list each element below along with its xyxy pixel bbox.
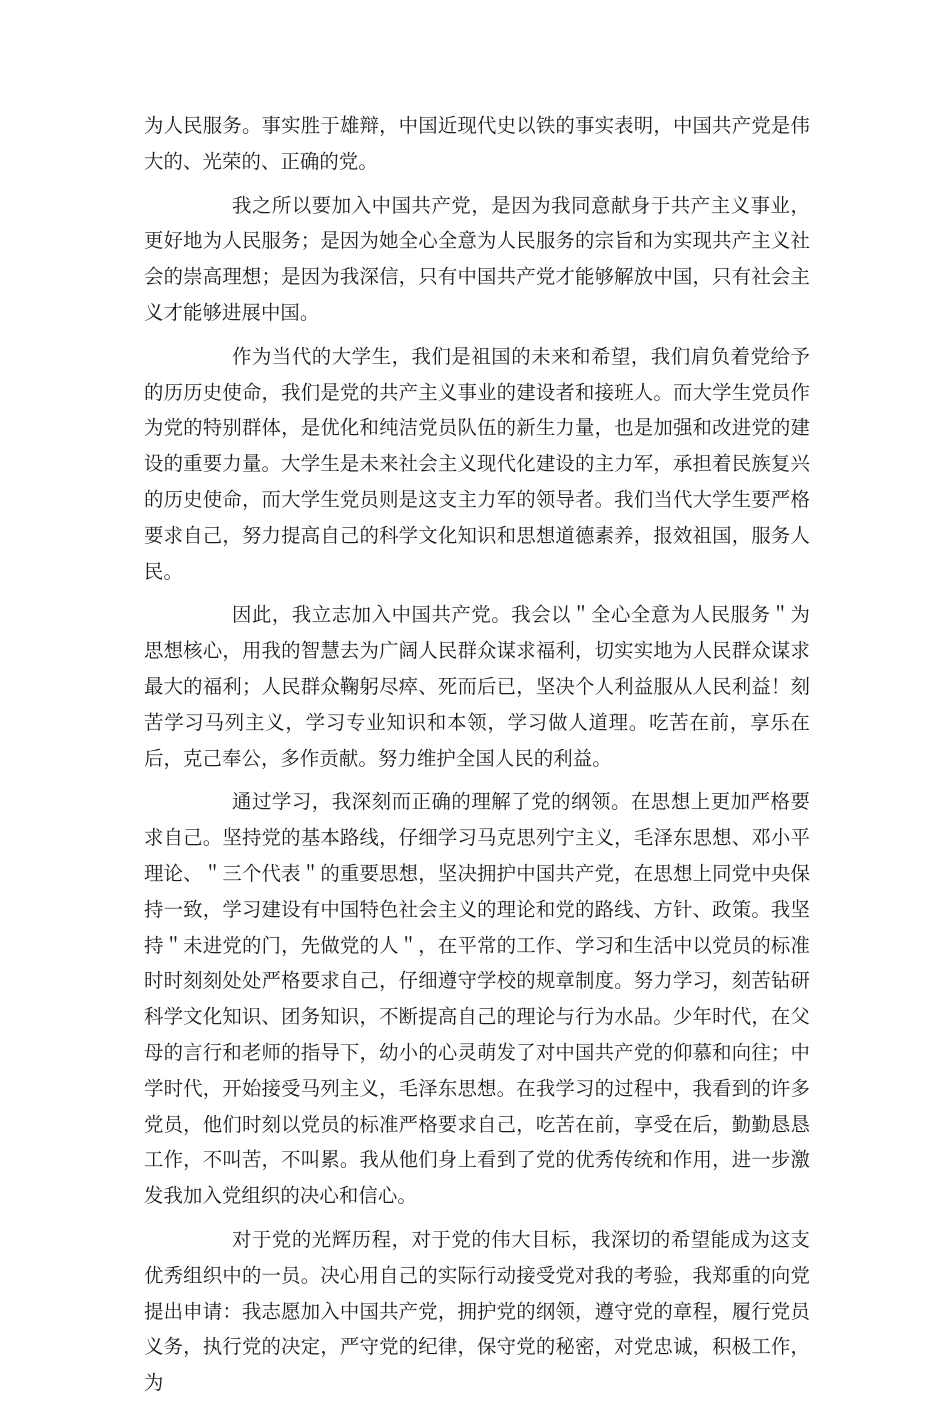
document-body: [144, 108, 810, 1409]
paragraph-6: 对于党的光辉历程，对于党的伟大目标，我深切的希望能成为这支优秀组织中的一员。决心用自己的实际行动接受党对我的考验，我郑重的向党提出申请：我志愿加入中国共产党，拥护党的纲领，遵守党的章程，履行党员义务，执行党的决定，严守党的纪律，保守党的秘密，对党忠诚，积极工作，为: [144, 1227, 810, 1395]
paragraph-5: 通过学习，我深刻而正确的理解了党的纲领。在思想上更加严格要求自己。坚持党的基本路线，仔细学习马克思列宁主义，毛泽东思想、邓小平理论、＂三个代表＂的重要思想，坚决拥护中国共产党，在思想上同党中央保持一致，学习建设有中国特色社会主义的理论和党的路线、方针、政策。我坚持＂未进党的门，先做党的人＂，在平常的工作、学习和生活中以党员的标准时时刻刻处处严格要求自己，仔细遵守学校的规章制度。努力学习，刻苦钻研科学文化知识、团务知识，不断提高自己的理论与行为水品。少年时代，在父母的言行和老师的指导下，幼小的心灵萌发了对中国共产党的仰慕和向往；中学时代，开始接受马列主义，毛泽东思想。在我学习的过程中，我看到的许多党员，他们时刻以党员的标准严格要求自己，吃苦在前，享受在后，勤勤恳恳工作，不叫苦，不叫累。我从他们身上看到了党的优秀传统和作用，进一步激发我加入党组织的决心和信心。: [144, 790, 810, 1208]
paragraph-1: 为人民服务。事实胜于雄辩，中国近现代史以铁的事实表明，中国共产党是伟大的、光荣的、正确的党。: [144, 114, 810, 173]
paragraph-3: 作为当代的大学生，我们是祖国的未来和希望，我们肩负着党给予的历历史使命，我们是党的共产主义事业的建设者和接班人。而大学生党员作为党的特别群体，是优化和纯洁党员队伍的新生力量，也是加强和改进党的建设的重要力量。大学生是未来社会主义现代化建设的主力军，承担着民族复兴的历史使命，而大学生党员则是这支主力军的领导者。我们当代大学生要严格要求自己，努力提高自己的科学文化知识和思想道德素养，报效祖国，服务人民。: [144, 344, 810, 583]
paragraph-2: 我之所以要加入中国共产党，是因为我同意献身于共产主义事业，更好地为人民服务；是因为她全心全意为人民服务的宗旨和为实现共产主义社会的崇高理想；是因为我深信，只有中国共产党才能够解放中国，只有社会主义才能够进展中国。: [144, 193, 810, 324]
paragraph-4: 因此，我立志加入中国共产党。我会以＂全心全意为人民服务＂为思想核心，用我的智慧去为广阔人民群众谋求福利，切实实地为人民群众谋求最大的福利；人民群众鞠躬尽瘁、死而后已，坚决个人利益服从人民利益！刻苦学习马列主义，学习专业知识和本领，学习做人道理。吃苦在前，享乐在后，克己奉公，多作贡献。努力维护全国人民的利益。: [144, 603, 810, 770]
